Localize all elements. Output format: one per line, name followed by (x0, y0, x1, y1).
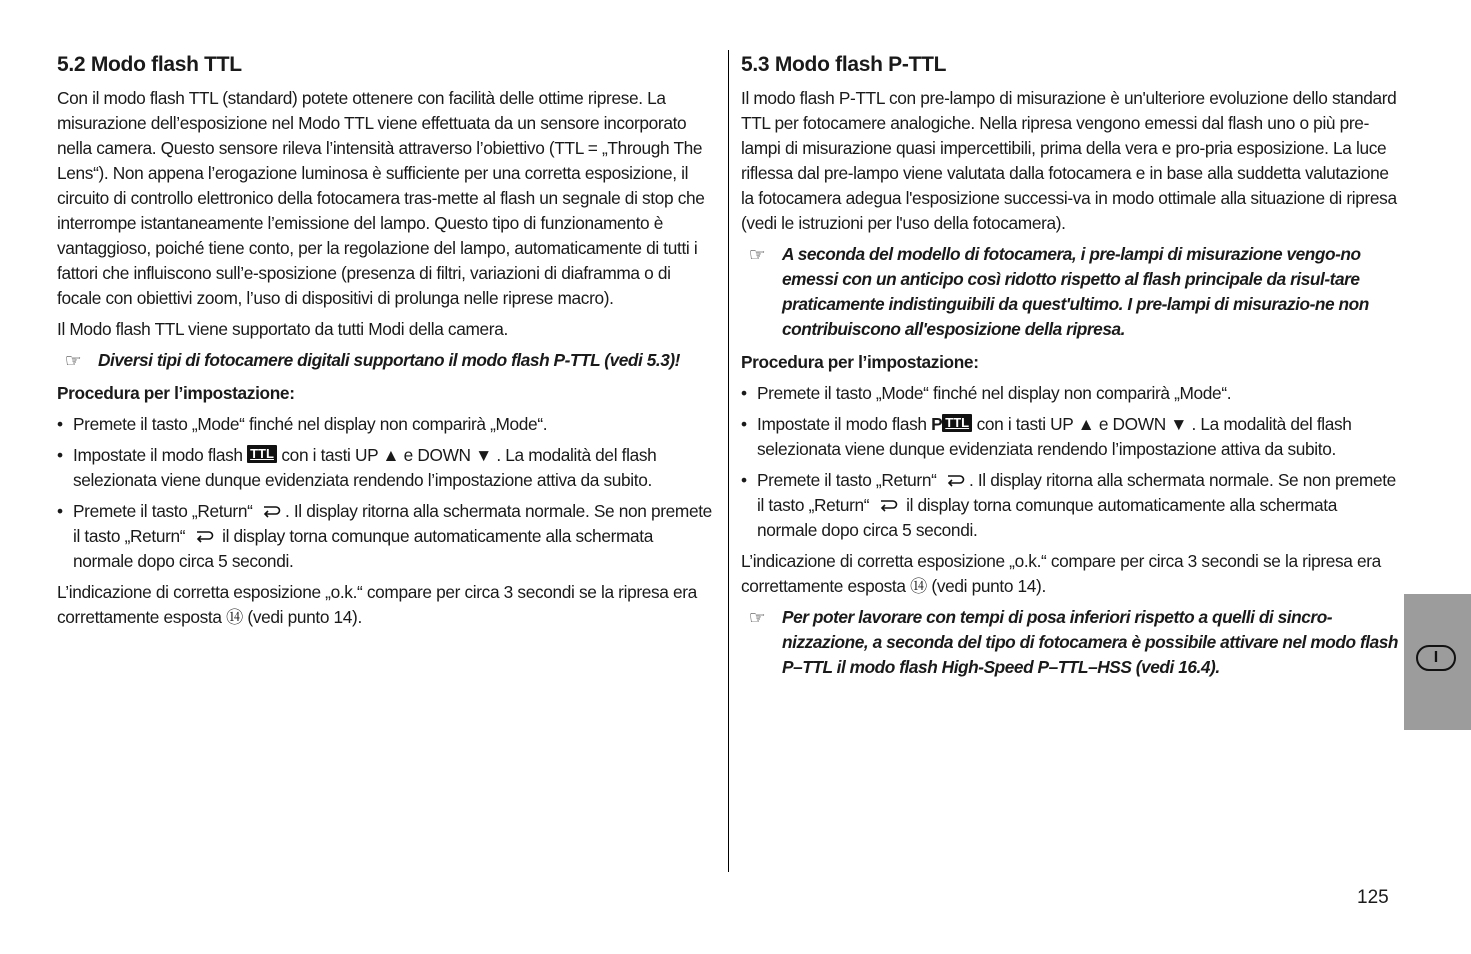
column-divider (728, 50, 729, 872)
ttl-mode-icon: TTL (942, 414, 972, 432)
list-item-text: Premete il tasto „Mode“ finché nel display non comparirà „Mode“. (73, 414, 548, 434)
bullet-icon: • (741, 414, 747, 434)
paragraph: L’indicazione di corretta esposizione „o.k.“ compare per circa 3 secondi se la ripresa era correttamente esposta ⑭ (vedi punto 14). (741, 551, 1381, 596)
return-arrow-icon (193, 529, 215, 543)
section-heading-5-2: 5.2 Modo flash TTL (57, 53, 242, 76)
paragraph: Il Modo flash TTL viene supportato da tutti Modi della camera. (57, 319, 508, 339)
p-prefix: P (931, 414, 943, 434)
paragraph: L’indicazione di corretta esposizione „o.k.“ compare per circa 3 secondi se la ripresa era correttamente esposta ⑭ (vedi punto 14). (57, 582, 697, 627)
language-badge: I (1416, 645, 1456, 671)
return-arrow-icon (260, 504, 282, 518)
pointing-hand-icon: ☞ (748, 245, 766, 266)
paragraph: Il modo flash P-TTL con pre-lampo di misurazione è un'ulteriore evoluzione dello standard TTL per fotocamere analogiche. Nella ripresa vengono emessi dal flash uno o più pre-lampi di misurazione quasi impercettibili, prima della vera e pro-pria esposizione. La luce riflessa dal pre-lampo viene valutata dalla fotocamera e in base alla suddetta valutazione la fotocamera adegua l'esposizione successi-va in modo ottimale alla situazione di ripresa (vedi le istruzioni per l'uso della fotocamera). (741, 88, 1397, 233)
list-item (57, 412, 715, 437)
bullet-icon: • (57, 501, 63, 521)
left-column (57, 50, 715, 636)
note (741, 605, 1401, 680)
list-item (741, 412, 1401, 462)
procedure-heading: Procedura per l’impostazione: (57, 383, 295, 403)
list-item (57, 499, 715, 574)
procedure-heading: Procedura per l’impostazione: (741, 352, 979, 372)
list-item-text: con i tasti UP ▲ e DOWN ▼ . La modalità del flash selezionata viene dunque evidenziata rendendo l’impostazione attiva da subito. (73, 445, 657, 490)
list-item-text: il display torna comunque automaticamente alla schermata normale dopo circa 5 secondi. (757, 495, 1338, 540)
list-item-text: Premete il tasto „Return“ (73, 501, 253, 521)
list-item (741, 381, 1401, 406)
list-item-text: il display torna comunque automaticamente alla schermata normale dopo circa 5 secondi. (73, 526, 654, 571)
pointing-hand-icon: ☞ (748, 608, 766, 629)
pointing-hand-icon: ☞ (64, 351, 82, 372)
note-text: Diversi tipi di fotocamere digitali supportano il modo flash P-TTL (vedi 5.3)! (98, 350, 680, 370)
bullet-icon: • (57, 414, 63, 434)
list-item-text: con i tasti UP ▲ e DOWN ▼ . La modalità del flash selezionata viene dunque evidenziata rendendo l’impostazione attiva da subito. (757, 414, 1352, 459)
note (741, 242, 1401, 342)
list-item (57, 443, 715, 493)
ttl-mode-icon: TTL (247, 445, 277, 463)
note (57, 348, 715, 373)
paragraph: Con il modo flash TTL (standard) potete ottenere con facilità delle ottime riprese. La misurazione dell’esposizione nel Modo TTL viene effettuata da un sensore incorporato nella camera. Questo sensore rileva l’intensità attraverso l’obiettivo (TTL = „Through The Lens“). Non appena l’erogazione luminosa è sufficiente per una corretta esposizione, il circuito di controllo elettronico della fotocamera tras-mette al flash un segnale di stop che interrompe istantaneamente l’emissione del lampo. Questo tipo di funzionamento è vantaggioso, poiché tiene conto, per la regolazione del lampo, automaticamente di tutti i fattori che influiscono sull’e-sposizione (presenza di filtri, variazioni di diaframma o di focale con obiettivi zoom, l’uso di dispositivi di prolunga nelle riprese macro). (57, 88, 705, 308)
list-item-text: . Il display ritorna alla schermata normale. Se non premete il tasto „Return“ (73, 501, 712, 546)
bullet-icon: • (741, 470, 747, 490)
return-arrow-icon (877, 498, 899, 512)
right-column (741, 50, 1401, 688)
return-arrow-icon (944, 473, 966, 487)
list-item-text: Premete il tasto „Mode“ finché nel display non comparirà „Mode“. (757, 383, 1232, 403)
language-tab (1404, 594, 1471, 730)
list-item-text: Premete il tasto „Return“ (757, 470, 937, 490)
note-text: Per poter lavorare con tempi di posa inferiori rispetto a quelli di sincro-nizzazione, a seconda del tipo di fotocamera è possibile attivare nel modo flash P–TTL il modo flash High-Speed P–TTL–HSS (vedi 16.4). (782, 607, 1399, 677)
list-item (741, 468, 1401, 543)
list-item-text: . Il display ritorna alla schermata normale. Se non premete il tasto „Return“ (757, 470, 1396, 515)
list-item-text: Impostate il modo flash (757, 414, 927, 434)
list-item-text: Impostate il modo flash (73, 445, 243, 465)
note-text: A seconda del modello di fotocamera, i pre-lampi di misurazione vengo-no emessi con un anticipo così ridotto rispetto al flash principale da risul-tare praticamente indistinguibili da quest'ultimo. I pre-lampi di misurazio-ne non contribuiscono all'esposizione della ripresa. (782, 244, 1369, 339)
bullet-icon: • (57, 445, 63, 465)
page-number: 125 (1357, 887, 1389, 908)
section-heading-5-3: 5.3 Modo flash P-TTL (741, 53, 947, 76)
bullet-icon: • (741, 383, 747, 403)
